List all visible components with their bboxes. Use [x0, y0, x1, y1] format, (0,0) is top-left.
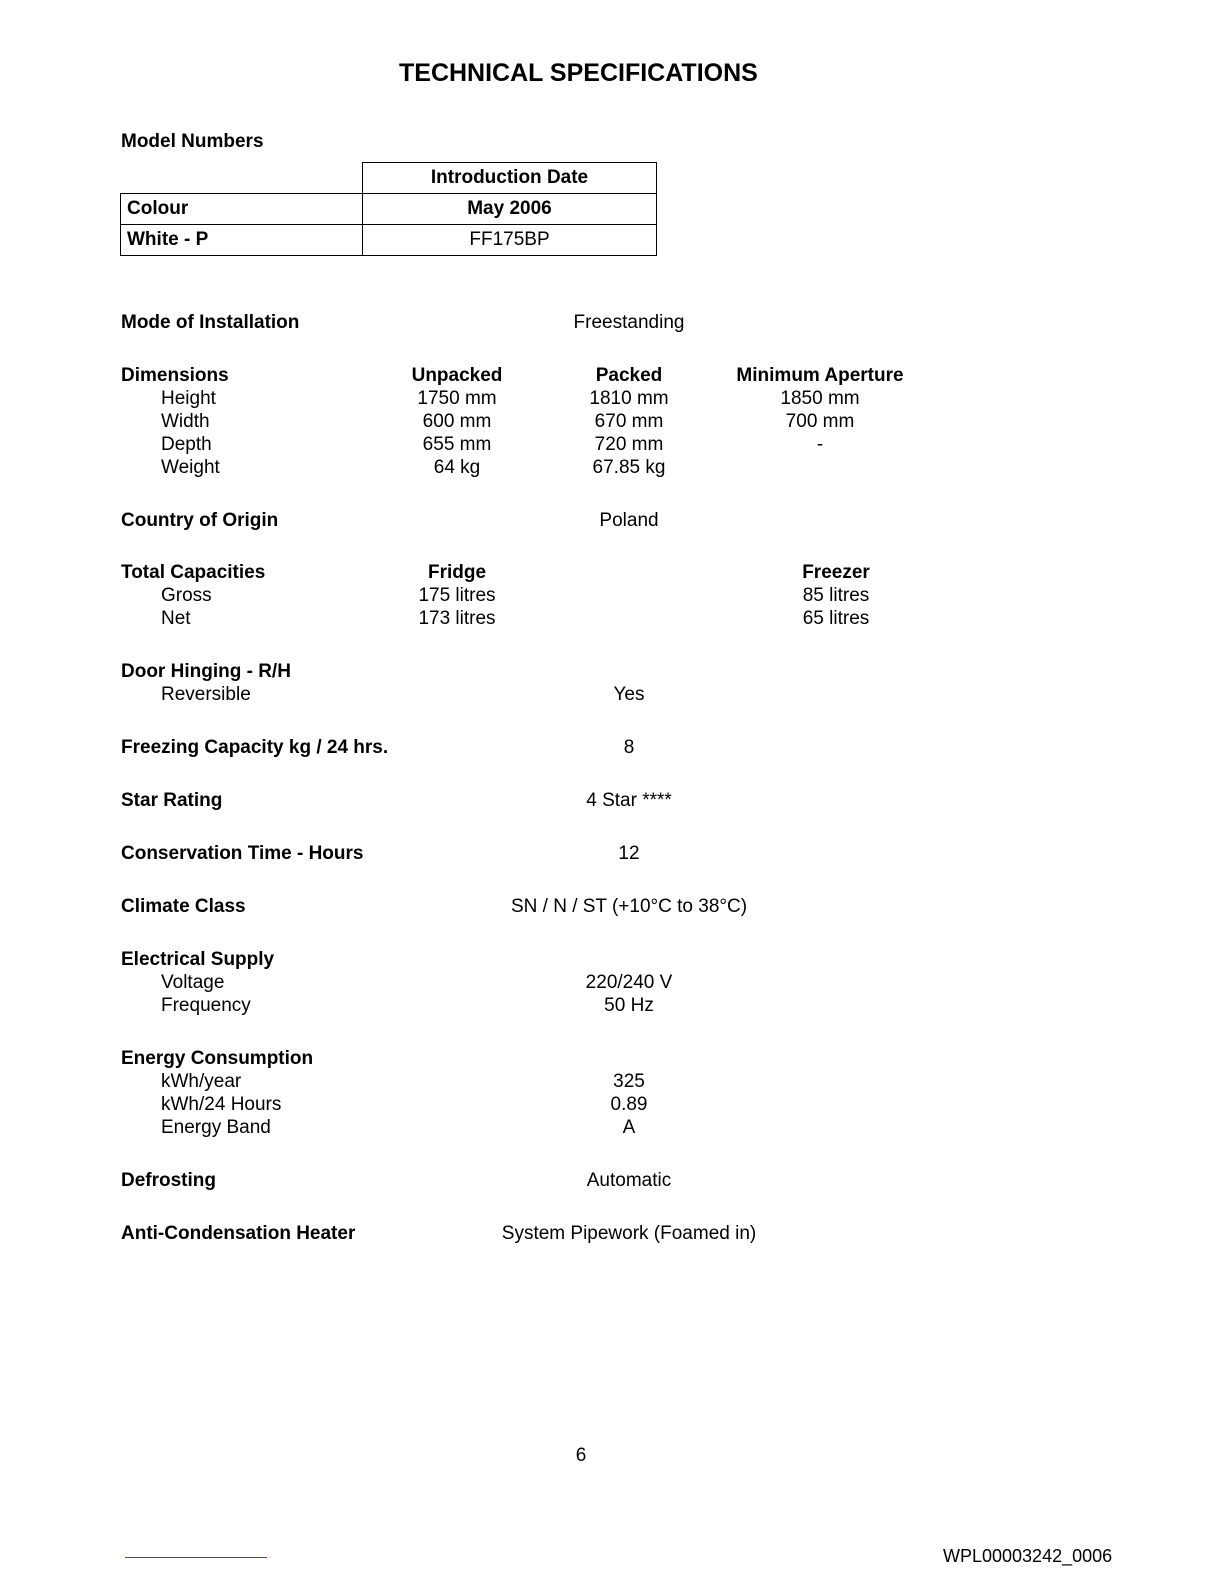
conservation-label: Conservation Time - Hours [121, 843, 364, 864]
cap-gross-fridge: 175 litres [418, 585, 496, 606]
dim-width-aperture: 700 mm [785, 411, 855, 432]
frequency-label: Frequency [161, 995, 251, 1016]
anticond-value: System Pipework (Foamed in) [501, 1223, 757, 1244]
defrosting-value: Automatic [586, 1170, 672, 1191]
dim-weight-label: Weight [161, 457, 220, 478]
dim-height-packed: 1810 mm [589, 388, 669, 409]
cap-net-fridge: 173 litres [418, 608, 496, 629]
electrical-label: Electrical Supply [121, 949, 275, 970]
packed-header: Packed [595, 365, 663, 386]
model-number: FF175BP [363, 225, 657, 256]
dim-weight-packed: 67.85 kg [592, 457, 666, 478]
freezing-value: 8 [623, 737, 635, 758]
cap-net-freezer: 65 litres [802, 608, 870, 629]
table-row [121, 225, 657, 256]
intro-date-header: Introduction Date [363, 163, 657, 194]
energy-band-value: A [622, 1117, 636, 1138]
energy-band-label: Energy Band [161, 1117, 271, 1138]
dim-depth-aperture: - [816, 434, 824, 455]
model-numbers-heading: Model Numbers [121, 131, 264, 152]
star-label: Star Rating [121, 790, 223, 811]
cap-gross-label: Gross [161, 585, 212, 606]
freezing-label: Freezing Capacity kg / 24 hrs. [121, 737, 389, 758]
document-id: WPL00003242_0006 [943, 1546, 1113, 1566]
cap-gross-freezer: 85 litres [802, 585, 870, 606]
anticond-label: Anti-Condensation Heater [121, 1223, 356, 1244]
conservation-value: 12 [618, 843, 640, 864]
table-row [121, 163, 657, 194]
door-reversible-label: Reversible [161, 684, 251, 705]
freezer-header: Freezer [802, 562, 870, 583]
voltage-label: Voltage [161, 972, 225, 993]
dim-width-label: Width [161, 411, 210, 432]
dimensions-label: Dimensions [121, 365, 229, 386]
kwh-year-value: 325 [613, 1071, 645, 1092]
cap-net-label: Net [161, 608, 191, 629]
unpacked-header: Unpacked [411, 365, 503, 386]
kwh-year-label: kWh/year [161, 1071, 242, 1092]
dim-depth-packed: 720 mm [594, 434, 664, 455]
page-title: TECHNICAL SPECIFICATIONS [399, 59, 758, 87]
colour-value: White - P [121, 225, 363, 256]
table-row [121, 194, 657, 225]
fridge-header: Fridge [427, 562, 487, 583]
climate-value: SN / N / ST (+10°C to 38°C) [510, 896, 748, 917]
dim-height-label: Height [161, 388, 216, 409]
page-number: 6 [575, 1445, 587, 1466]
origin-label: Country of Origin [121, 510, 279, 531]
star-value: 4 Star **** [586, 790, 672, 811]
dim-height-unpacked: 1750 mm [417, 388, 497, 409]
door-label: Door Hinging - R/H [121, 661, 291, 682]
colour-header: Colour [121, 194, 363, 225]
capacities-label: Total Capacities [121, 562, 266, 583]
door-reversible-value: Yes [613, 684, 645, 705]
kwh-24h-value: 0.89 [610, 1094, 648, 1115]
origin-value: Poland [599, 510, 659, 531]
dim-depth-label: Depth [161, 434, 212, 455]
dim-depth-unpacked: 655 mm [422, 434, 492, 455]
defrosting-label: Defrosting [121, 1170, 216, 1191]
frequency-value: 50 Hz [604, 995, 654, 1016]
footer-rule [125, 1557, 267, 1558]
installation-label: Mode of Installation [121, 312, 300, 333]
intro-date-value: May 2006 [363, 194, 657, 225]
dim-width-packed: 670 mm [594, 411, 664, 432]
kwh-24h-label: kWh/24 Hours [161, 1094, 282, 1115]
installation-value: Freestanding [573, 312, 685, 333]
energy-label: Energy Consumption [121, 1048, 314, 1069]
dim-weight-unpacked: 64 kg [433, 457, 481, 478]
climate-label: Climate Class [121, 896, 246, 917]
model-table [120, 162, 657, 256]
dim-height-aperture: 1850 mm [780, 388, 860, 409]
dim-width-unpacked: 600 mm [422, 411, 492, 432]
voltage-value: 220/240 V [585, 972, 673, 993]
aperture-header: Minimum Aperture [736, 365, 904, 386]
